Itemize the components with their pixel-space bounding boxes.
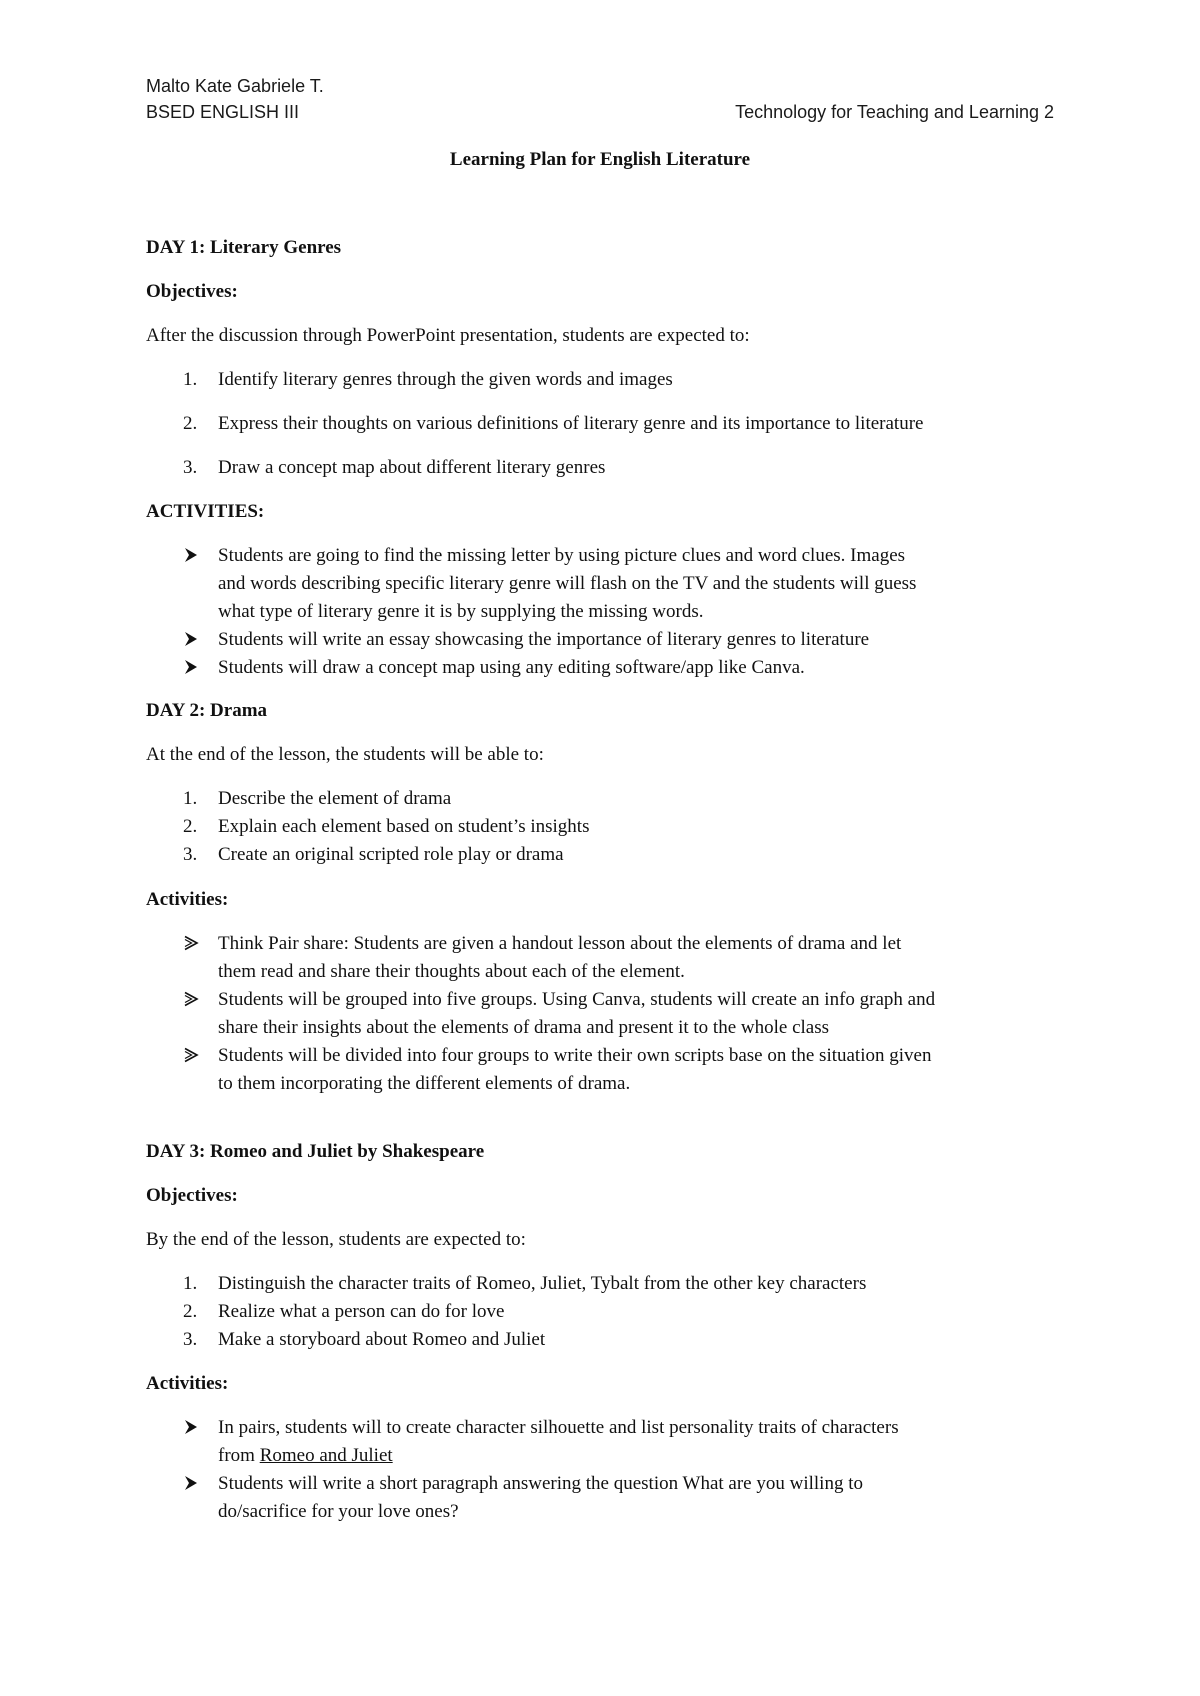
day2-activity-line: Students will be grouped into five groups. Using Canva, students will create an info graph and: [218, 989, 936, 1010]
arrow-outline-bullet-icon: [183, 935, 199, 951]
day2-intro: At the end of the lesson, the students will be able to:: [146, 744, 544, 765]
day3-objective-text: Realize what a person can do for love: [218, 1301, 505, 1322]
day2-activity-line: share their insights about the elements of drama and present it to the whole class: [218, 1017, 829, 1038]
from-text: from: [218, 1445, 260, 1466]
day1-activity-line: what type of literary genre it is by supplying the missing words.: [218, 601, 704, 622]
day1-objective-number: 1.: [183, 369, 198, 390]
day1-activity-line: and words describing specific literary genre will flash on the TV and the students will guess: [218, 573, 917, 594]
day2-heading: DAY 2: Drama: [146, 700, 268, 721]
day3-activity-line: [218, 1445, 393, 1467]
day2-activity-line: Students will be divided into four groups to write their own scripts base on the situation given: [218, 1045, 932, 1066]
subject-label: Technology for Teaching and Learning 2: [735, 102, 1054, 122]
day1-activities-label: ACTIVITIES:: [146, 501, 265, 522]
day1-heading: DAY 1: Literary Genres: [146, 237, 342, 258]
day3-objective-text: Distinguish the character traits of Romeo, Juliet, Tybalt from the other key characters: [218, 1273, 867, 1294]
arrow-outline-bullet-icon: [183, 991, 199, 1007]
day3-activity-line: In pairs, students will to create character silhouette and list personality traits of characters: [218, 1417, 899, 1438]
page-title: Learning Plan for English Literature: [449, 149, 751, 170]
day2-activity-line: Think Pair share: Students are given a handout lesson about the elements of drama and let: [218, 933, 902, 954]
arrow-bullet-icon: [183, 1475, 199, 1491]
day3-activities-label: Activities:: [146, 1373, 229, 1394]
day3-intro: By the end of the lesson, students are expected to:: [146, 1229, 526, 1250]
arrow-bullet-icon: [183, 631, 199, 647]
day3-objectives-label: Objectives:: [146, 1185, 238, 1206]
day1-objective-number: 3.: [183, 457, 198, 478]
author-name: Malto Kate Gabriele T.: [146, 76, 324, 96]
day1-objective-text: Express their thoughts on various definitions of literary genre and its importance to literature: [218, 413, 924, 434]
day2-activity-line: to them incorporating the different elements of drama.: [218, 1073, 631, 1094]
day1-activity-line: Students are going to find the missing letter by using picture clues and word clues. Images: [218, 545, 906, 566]
day1-objective-text: Draw a concept map about different literary genres: [218, 457, 606, 478]
day3-objective-number: 3.: [183, 1329, 198, 1350]
day1-objectives-label: Objectives:: [146, 281, 238, 302]
day2-objective-text: Create an original scripted role play or drama: [218, 844, 564, 865]
day2-objective-number: 1.: [183, 788, 198, 809]
day3-objective-number: 1.: [183, 1273, 198, 1294]
day3-activity-line: do/sacrifice for your love ones?: [218, 1501, 459, 1522]
arrow-bullet-icon: [183, 659, 199, 675]
day1-activity-line: Students will draw a concept map using any editing software/app like Canva.: [218, 657, 805, 678]
day2-objective-number: 2.: [183, 816, 198, 837]
day1-activity-line: Students will write an essay showcasing the importance of literary genres to literature: [218, 629, 870, 650]
day3-objective-number: 2.: [183, 1301, 198, 1322]
arrow-bullet-icon: [183, 1419, 199, 1435]
day2-objective-text: Describe the element of drama: [218, 788, 452, 809]
day3-activity-line: Students will write a short paragraph answering the question What are you willing to: [218, 1473, 863, 1494]
day1-intro: After the discussion through PowerPoint presentation, students are expected to:: [146, 325, 750, 346]
arrow-outline-bullet-icon: [183, 1047, 199, 1063]
day1-objective-number: 2.: [183, 413, 198, 434]
day2-activities-label: Activities:: [146, 889, 229, 910]
day2-objective-number: 3.: [183, 844, 198, 865]
arrow-bullet-icon: [183, 547, 199, 563]
day2-objective-text: Explain each element based on student’s insights: [218, 816, 590, 837]
day1-objective-text: Identify literary genres through the given words and images: [218, 369, 673, 390]
day3-objective-text: Make a storyboard about Romeo and Juliet: [218, 1329, 546, 1350]
day3-heading: DAY 3: Romeo and Juliet by Shakespeare: [146, 1141, 485, 1162]
day2-activity-line: them read and share their thoughts about each of the element.: [218, 961, 685, 982]
course-label: BSED ENGLISH III: [146, 102, 300, 122]
romeo-and-juliet-link[interactable]: Romeo and Juliet: [259, 1445, 393, 1466]
